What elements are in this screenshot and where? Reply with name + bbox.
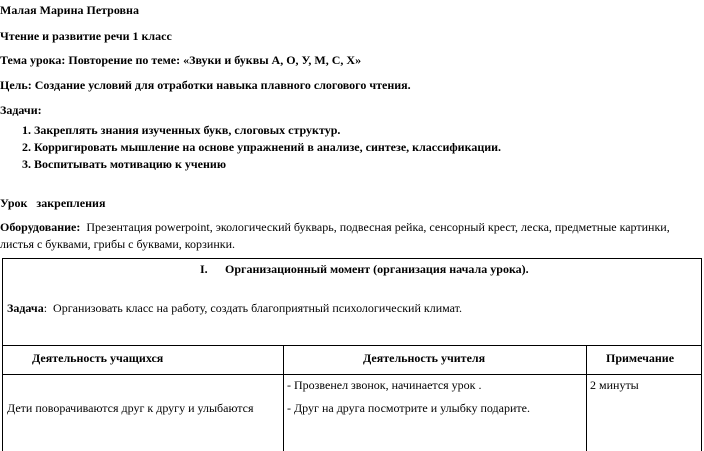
tasks-list [0, 122, 501, 173]
subject-line: Чтение и развитие речи 1 класс [0, 29, 172, 43]
task-item: 1. Закреплять знания изученных букв, слоговых структур. [34, 122, 501, 139]
lesson-goal: Цель: Создание условий для отработки навыка плавного слогового чтения. [0, 78, 411, 92]
task-label: Задача [7, 301, 44, 315]
students-activity: Дети поворачиваются друг к другу и улыбаются [7, 401, 254, 415]
author-name: Малая Марина Петровна [0, 3, 139, 17]
task-item: 2. Корригировать мышление на основе упражнений в анализе, синтезе, классификации. [34, 139, 501, 156]
column-header-note: Примечание [606, 351, 675, 365]
column-header-teacher: Деятельность учителя [363, 351, 486, 365]
table-border-right [701, 258, 702, 451]
column-header-students: Деятельность учащихся [32, 351, 164, 365]
section-number: I. [200, 262, 208, 276]
task-text: : Организовать класс на работу, создать благоприятный психологический климат. [43, 301, 463, 315]
table-row-divider [2, 374, 702, 375]
task-item: 3. Воспитывать мотивацию к учению [34, 156, 501, 173]
table-border-top [2, 258, 702, 259]
tasks-heading: Задачи: [0, 103, 42, 117]
table-row-divider [2, 345, 702, 346]
lesson-topic: Тема урока: Повторение по теме: «Звуки и буквы А, О, У, М, С, Х» [0, 53, 362, 67]
table-col-divider [586, 345, 587, 451]
section-task [7, 301, 462, 316]
section-title: Организационный момент (организация начала урока). [225, 262, 529, 276]
equipment-label: Оборудование: [0, 220, 81, 234]
teacher-line: - Прозвенел звонок, начинается урок . [287, 378, 482, 392]
equipment-paragraph [0, 219, 700, 253]
note-duration: 2 минуты [590, 378, 639, 392]
equipment-text: Презентация powerpoint, экологический букварь, подвесная рейка, сенсорный крест, леска, предметные картинки, листья с буквами, грибы с буквами, корзинки. [0, 220, 673, 251]
lesson-type: Урок закрепления [0, 196, 106, 210]
table-col-divider [283, 345, 284, 451]
teacher-line: - Друг на друга посмотрите и улыбку подарите. [287, 401, 530, 415]
table-border-left [2, 258, 3, 451]
